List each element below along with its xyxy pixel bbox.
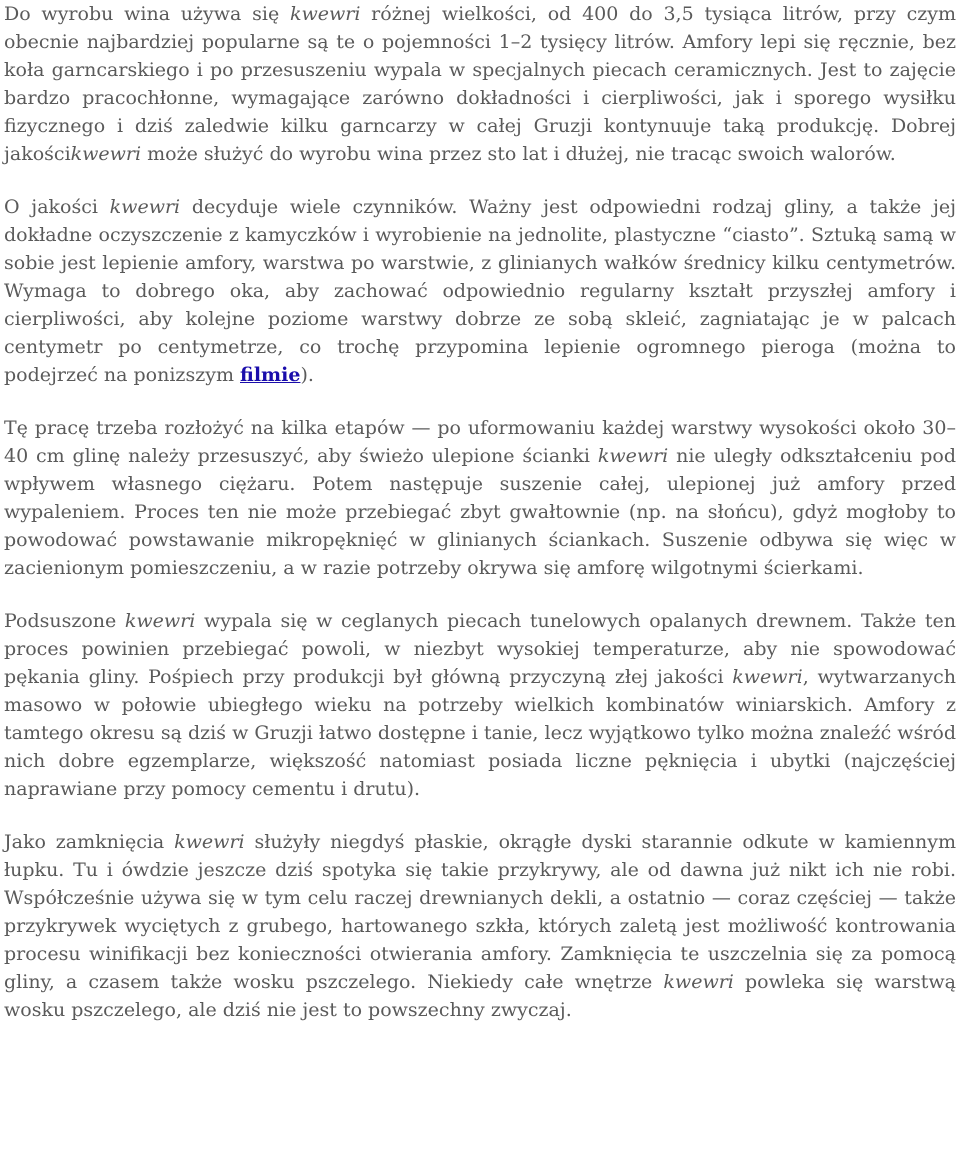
text-segment: Jako zamknięcia xyxy=(4,831,175,853)
paragraph-4 xyxy=(4,607,956,803)
text-segment: może służyć do wyrobu wina przez sto lat i dłużej, nie tracąc swoich walorów. xyxy=(141,143,896,165)
text-segment: , wytwarzanych masowo w połowie ubiegłego wieku na potrzeby wielkich kombinatów winiarskich. Amfory z tamtego okresu są dziś w Gruzji łatwo dostępne i tanie, lecz wyjątkowo tylko można znaleźć wśród nich dobre egzemplarze, większość natomiast posiada liczne pęknięcia i ubytki (najczęściej naprawiane przy pomocy cementu i drutu). xyxy=(4,666,956,800)
italic-term: kwewri xyxy=(597,445,669,467)
text-segment: służyły niegdyś płaskie, okrągłe dyski starannie odkute w kamiennym łupku. Tu i ówdzie jeszcze dziś spotyka się takie przykrywy, ale od dawna już nikt ich nie robi. Współcześnie używa się w tym celu raczej drewnianych dekli, a ostatnio — coraz częściej — także przykrywek wyciętych z grubego, hartowanego szkła, których zaletą jest możliwość kontrowania procesu winifikacji bez konieczności otwierania amfory. Zamknięcia te uszczelnia się za pomocą gliny, a czasem także wosku pszczelego. Niekiedy całe wnętrze xyxy=(4,831,957,993)
text-segment: powleka się warstwą wosku pszczelego, ale dziś nie jest to powszechny zwyczaj. xyxy=(4,971,957,1021)
text-segment: nie uległy odkształceniu pod wpływem własnego ciężaru. Potem następuje suszenie całej, ulepionej już amfory przed wypaleniem. Proces ten nie może przebiegać zbyt gwałtownie (np. na słońcu), gdyż mogłoby to powodować powstawanie mikropęknięć w glinianych ściankach. Suszenie odbywa się więc w zacienionym pomieszczeniu, a w razie potrzeby okrywa się amforę wilgotnymi ścierkami. xyxy=(4,445,956,579)
italic-term: kwewri xyxy=(124,610,196,632)
text-segment: ). xyxy=(300,364,314,386)
paragraph-2 xyxy=(4,193,956,389)
text-segment: decyduje wiele czynników. Ważny jest odpowiedni rodzaj gliny, a także jej dokładne oczyszczenie z kamyczków i wyrobienie na jednolite, plastyczne “ciasto”. Sztuką samą w sobie jest lepienie amfory, warstwa po warstwie, z glinianych wałków średnicy kilku centymetrów. Wymaga to dobrego oka, aby zachować odpowiednio regularny kształt przyszłej amfory i cierpliwości, aby kolejne poziome warstwy dobrze ze sobą skleić, zagniatając je w palcach centymetr po centymetrze, co trochę przypomina lepienie ogromnego pieroga (można to podejrzeć na ponizszym xyxy=(4,196,956,386)
italic-term: kwewri xyxy=(70,143,142,165)
paragraph-5 xyxy=(4,828,956,1024)
paragraph-1 xyxy=(4,0,956,168)
text-segment: O jakości xyxy=(4,196,110,218)
text-segment: Do wyrobu wina używa się xyxy=(4,3,290,25)
italic-term: kwewri xyxy=(109,196,181,218)
italic-term: kwewri xyxy=(732,666,803,688)
text-segment: Tę pracę trzeba rozłożyć na kilka etapów — po uformowaniu każdej warstwy wysokości około 30–40 cm glinę należy przesuszyć, aby świeżo ulepione ścianki xyxy=(4,417,956,467)
italic-term: kwewri xyxy=(663,971,734,993)
italic-term: kwewri xyxy=(289,3,361,25)
text-segment: Podsuszone xyxy=(4,610,125,632)
text-segment: wypala się w ceglanych piecach tunelowych opalanych drewnem. Także ten proces powinien przebiegać powoli, w niezbyt wysokiej temperaturze, aby nie spowodować pękania gliny. Pośpiech przy produkcji był główną przyczyną złej jakości xyxy=(4,610,956,688)
text-segment: różnej wielkości, od 400 do 3,5 tysiąca litrów, przy czym obecnie najbardziej popularne są te o pojemności 1–2 tysięcy litrów. Amfory lepi się ręcznie, bez koła garncarskiego i po przesuszeniu wypala w specjalnych piecach ceramicznych. Jest to zajęcie bardzo pracochłonne, wymagające zarówno dokładności i cierpliwości, jak i sporego wysiłku fizycznego i dziś zaledwie kilku garncarzy w całej Gruzji kontynuuje taką produkcję. Dobrej jakości xyxy=(4,3,956,165)
paragraph-3 xyxy=(4,414,956,582)
film-link[interactable]: filmie xyxy=(240,364,301,386)
italic-term: kwewri xyxy=(174,831,245,853)
